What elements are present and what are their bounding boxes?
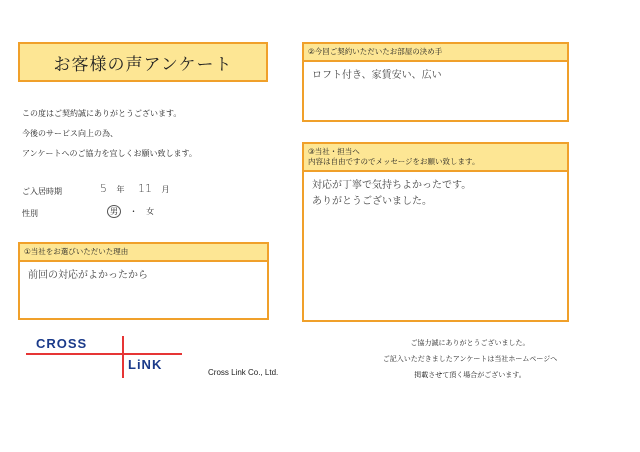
logo-text-top: CROSS: [36, 336, 88, 351]
gender-separator: ・: [129, 207, 138, 216]
survey-title: お客様の声アンケート: [18, 42, 268, 82]
gender-options: [107, 205, 154, 218]
intro-line-3: アンケートへのご協力を宜しくお願い致します。: [22, 149, 197, 158]
question-3-heading-line-2: 内容は自由ですのでメッセージをお願い致します。: [308, 157, 480, 166]
logo-vertical-line: [122, 336, 124, 378]
intro-line-1: この度はご契約誠にありがとうございます。: [22, 109, 182, 118]
logo-horizontal-line: [26, 353, 182, 355]
logo-text-bottom: LiNK: [128, 357, 163, 372]
gender-female-option[interactable]: 女: [146, 207, 155, 216]
question-3-heading: [304, 144, 567, 172]
gender-male-option[interactable]: 男: [107, 205, 121, 218]
question-3-heading-line-1: ③当社・担当へ: [308, 147, 360, 156]
question-1-answer[interactable]: 前回の対応がよかったから: [28, 270, 148, 281]
question-2-box: [302, 42, 569, 122]
question-1-heading: ①当社をお選びいただいた理由: [20, 244, 267, 262]
move-in-value: [100, 182, 170, 195]
company-logo: [26, 336, 186, 380]
footer-line-2: ご記入いただきましたアンケートは当社ホームページへ: [382, 355, 558, 363]
move-in-year-value: 5: [100, 182, 107, 195]
question-3-answer[interactable]: [304, 172, 567, 216]
intro-line-2: 今後のサービス向上の為、: [22, 129, 118, 138]
company-name: Cross Link Co., Ltd.: [208, 368, 279, 377]
footer-line-3: 掲載させて頂く場合がございます。: [414, 371, 526, 379]
gender-label: 性別: [22, 209, 38, 218]
move-in-month-unit: 月: [161, 185, 170, 194]
move-in-label: ご入居時期: [22, 187, 62, 196]
question-2-heading: ②今回ご契約いただいたお部屋の決め手: [304, 44, 567, 62]
move-in-month-value: 11: [138, 182, 152, 195]
question-3-box: [302, 142, 569, 322]
question-3-answer-line-2: ありがとうございました。: [312, 196, 432, 207]
question-3-answer-line-1: 対応が丁寧で気持ちよかったです。: [312, 180, 472, 191]
question-2-answer[interactable]: ロフト付き、家賃安い、広い: [312, 70, 442, 81]
footer-line-1: ご協力誠にありがとうございました。: [410, 339, 530, 347]
move-in-year-unit: 年: [116, 185, 125, 194]
question-1-box: [18, 242, 269, 320]
